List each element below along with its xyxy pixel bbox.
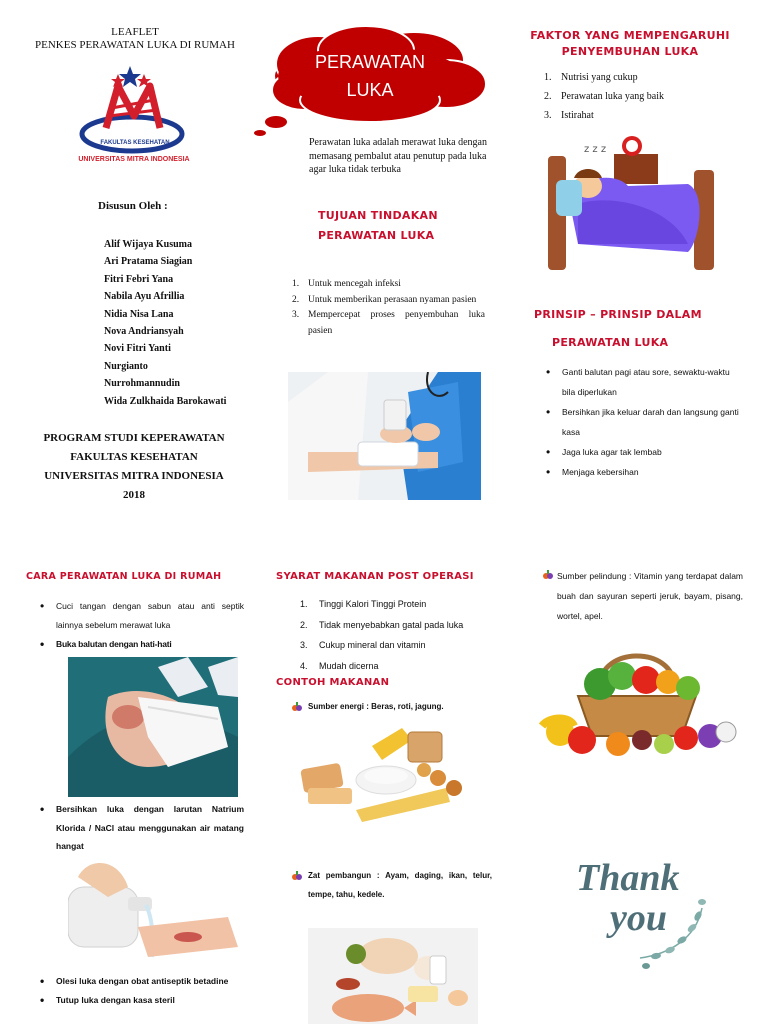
fruit-bullet-icon: [543, 570, 553, 580]
cara-list-1: [34, 597, 244, 654]
title-cloud: [246, 20, 498, 142]
prinsip-list: [540, 362, 740, 482]
prinsip-title: [534, 301, 744, 357]
author-name: Nova Andriansyah: [104, 326, 184, 338]
list-item: • Buka balutan dengan hati-hati: [34, 635, 244, 654]
pembangun-text: Zat pembangun : Ayam, daging, ikan, telur, tempe, tahu, kedele.: [308, 871, 492, 899]
list-item: 1. Untuk mencegah infeksi: [292, 279, 401, 289]
list-item: 3. Istirahat: [544, 110, 594, 121]
list-item: • Menjaga kebersihan: [540, 462, 740, 482]
contoh-title: CONTOH MAKANAN: [276, 677, 390, 688]
list-item: • Olesi luka dengan obat antiseptik betadine: [34, 972, 244, 991]
syarat-list: [300, 594, 500, 676]
sleeping-person-illustration: [548, 134, 718, 272]
cara-list-3: [34, 972, 244, 1010]
cloud-title: [290, 48, 450, 104]
leaflet-label: LEAFLET: [111, 26, 159, 38]
tujuan-title-line1: TUJUAN TINDAKAN: [318, 209, 438, 222]
definition-text: Perawatan luka adalah merawat luka dengan memasang pembalut atau penutup pada luka agar luka tidak terbuka: [309, 137, 487, 175]
author-name: Ari Pratama Siagian: [104, 256, 193, 268]
university-logo: [78, 64, 190, 174]
program-name: PROGRAM STUDI KEPERAWATAN: [43, 432, 225, 444]
author-name: Nurgianto: [104, 360, 148, 372]
institution-block: [20, 429, 248, 505]
pelindung-text: Sumber pelindung : Vitamin yang terdapat dalam buah dan sayuran seperti jeruk, bayam, pisang, wortel, apel.: [557, 571, 743, 621]
author-name: Novi Fitri Yanti: [104, 343, 171, 355]
prinsip-title-line2: PERAWATAN LUKA: [552, 336, 669, 349]
protein-foods-photo: [308, 928, 478, 1024]
fruit-basket-illustration: [530, 636, 744, 762]
nurse-bandaging-photo: [288, 372, 481, 500]
nurse-illustration: [288, 372, 481, 500]
cloud-title-line1: PERAWATAN: [314, 52, 425, 72]
tujuan-title: [318, 206, 438, 246]
wound-dressing-photo: [68, 657, 238, 797]
list-item: • Ganti balutan pagi atau sore, sewaktu-waktu bila diperlukan: [540, 362, 740, 402]
wound-dressing-illustration: [68, 657, 238, 797]
faculty-name: FAKULTAS KESEHATAN: [70, 451, 198, 463]
author-list: [104, 236, 226, 410]
svg-text:z z z: z z z: [584, 144, 607, 155]
fruits-vegetables-icon: [530, 636, 744, 762]
pelindung-line: [543, 566, 743, 626]
list-item: 1. Nutrisi yang cukup: [544, 72, 638, 83]
energy-foods-photo: [296, 718, 476, 828]
authors-heading: Disusun Oleh :: [98, 200, 168, 212]
bed-rest-icon: [548, 134, 718, 272]
thank-text: Thank: [576, 857, 680, 899]
pembangun-line: [292, 866, 492, 904]
list-item: 2. Untuk memberikan perasaan nyaman pasien: [292, 294, 477, 305]
thank-you-graphic: [570, 858, 710, 974]
faktor-title-line2: PENYEMBUHAN LUKA: [561, 45, 699, 58]
list-item: 3. Cukup mineral dan vitamin: [300, 640, 426, 650]
energi-text: Sumber energi : Beras, roti, jagung.: [308, 702, 444, 711]
protein-foods-illustration: [308, 928, 478, 1024]
author-name: Fitri Febri Yana: [104, 273, 174, 285]
cloud-title-line2: LUKA: [346, 80, 394, 100]
tujuan-title-line2: PERAWATAN LUKA: [318, 229, 435, 242]
author-name: Nurrohmannudin: [104, 378, 180, 390]
logo-university-text: UNIVERSITAS MITRA INDONESIA: [78, 156, 190, 163]
fruit-bullet-icon: [292, 871, 302, 881]
prinsip-title-line1: PRINSIP – PRINSIP DALAM: [534, 308, 702, 321]
list-item: 3. Mempercepat proses penyembuhan luka pasien: [292, 310, 485, 336]
leaflet-header: [20, 26, 250, 52]
list-item: • Bersihkan luka dengan larutan Natrium Klorida / NaCl atau menggunakan air matang hangat: [34, 800, 244, 856]
author-name: Alif Wijaya Kusuma: [104, 239, 192, 250]
faktor-title: [530, 28, 730, 60]
carbohydrate-foods-illustration: [296, 718, 476, 828]
logo-arc-text: FAKULTAS KESEHATAN: [100, 140, 170, 146]
list-item: • Jaga luka agar tak lembab: [540, 442, 740, 462]
list-item: 2. Perawatan luka yang baik: [544, 91, 665, 102]
cara-title: CARA PERAWATAN LUKA DI RUMAH: [26, 571, 222, 582]
university-name: UNIVERSITAS MITRA INDONESIA: [44, 470, 224, 482]
tujuan-list: [290, 277, 485, 339]
fruit-bullet-icon: [292, 702, 302, 712]
energi-line: [292, 701, 492, 713]
faktor-list: [544, 68, 744, 125]
list-item: 4. Mudah dicerna: [300, 660, 379, 671]
list-item: 1. Tinggi Kalori Tinggi Protein: [300, 599, 427, 609]
author-name: Nabila Ayu Afrillia: [104, 291, 185, 303]
list-item: • Cuci tangan dengan sabun atau anti septik lainnya sebelum merawat luka: [34, 597, 244, 635]
leaflet-subtitle: PENKES PERAWATAN LUKA DI RUMAH: [35, 39, 235, 51]
author-name: Wida Zulkhaida Barokawati: [104, 395, 227, 407]
you-text: you: [610, 897, 667, 939]
list-item: 2. Tidak menyebabkan gatal pada luka: [300, 619, 464, 630]
syarat-title: SYARAT MAKANAN POST OPERASI: [276, 571, 474, 582]
list-item: • Tutup luka dengan kasa steril: [34, 991, 244, 1010]
faktor-title-line1: FAKTOR YANG MEMPENGARUHI: [530, 29, 730, 42]
cleaning-wound-photo: [68, 857, 238, 967]
author-name: Nidia Nisa Lana: [104, 308, 174, 320]
cara-list-2: [34, 800, 244, 856]
year: 2018: [123, 489, 145, 501]
list-item: • Bersihkan jika keluar darah dan langsung ganti kasa: [540, 402, 740, 442]
pouring-bottle-illustration: [68, 857, 238, 967]
